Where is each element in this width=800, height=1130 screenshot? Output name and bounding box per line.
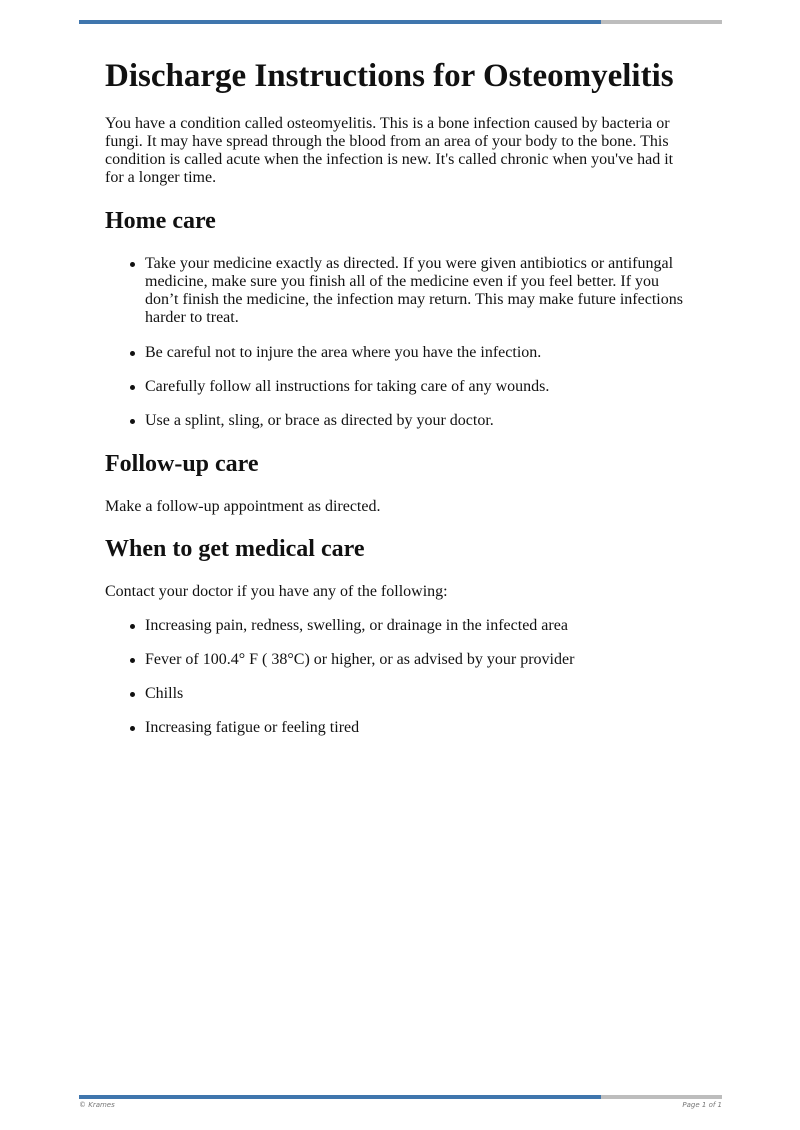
- list-item: Take your medicine exactly as directed. If you were given antibiotics or antifungal medicine, make sure you finish all of the medicine even if you feel better. If you don’t finish the medicine, the infection may return. This may make future infections harder to treat.: [105, 255, 695, 327]
- list-item: Increasing pain, redness, swelling, or drainage in the infected area: [105, 617, 695, 635]
- follow-up-text: Make a follow-up appointment as directed.: [105, 498, 381, 515]
- medical-care-list: [105, 617, 695, 737]
- medical-care-heading: When to get medical care: [105, 536, 365, 562]
- footer-bar: [79, 1095, 722, 1099]
- list-item: Chills: [105, 685, 695, 703]
- header-bar: [79, 20, 722, 24]
- list-item: Increasing fatigue or feeling tired: [105, 719, 695, 737]
- page-title: Discharge Instructions for Osteomyelitis: [105, 58, 674, 94]
- header-bar-accent: [79, 20, 601, 24]
- list-item: Carefully follow all instructions for taking care of any wounds.: [105, 378, 695, 396]
- follow-up-heading: Follow-up care: [105, 451, 259, 477]
- footer-copyright: © Krames: [79, 1101, 115, 1109]
- list-item: Use a splint, sling, or brace as directed by your doctor.: [105, 412, 695, 430]
- home-care-list: [105, 255, 695, 430]
- medical-care-text: Contact your doctor if you have any of the following:: [105, 583, 448, 600]
- home-care-heading: Home care: [105, 208, 216, 234]
- intro-paragraph: You have a condition called osteomyelitis. This is a bone infection caused by bacteria or fungi. It may have spread through the blood from an area of your body to the bone. This condition is called acute when the infection is new. It's called chronic when you've had it for a longer time.: [105, 115, 674, 186]
- footer-bar-accent: [79, 1095, 601, 1099]
- footer-page-number: Page 1 of 1: [682, 1101, 722, 1109]
- list-item: Fever of 100.4° F ( 38°C) or higher, or as advised by your provider: [105, 651, 695, 669]
- list-item: Be careful not to injure the area where you have the infection.: [105, 344, 695, 362]
